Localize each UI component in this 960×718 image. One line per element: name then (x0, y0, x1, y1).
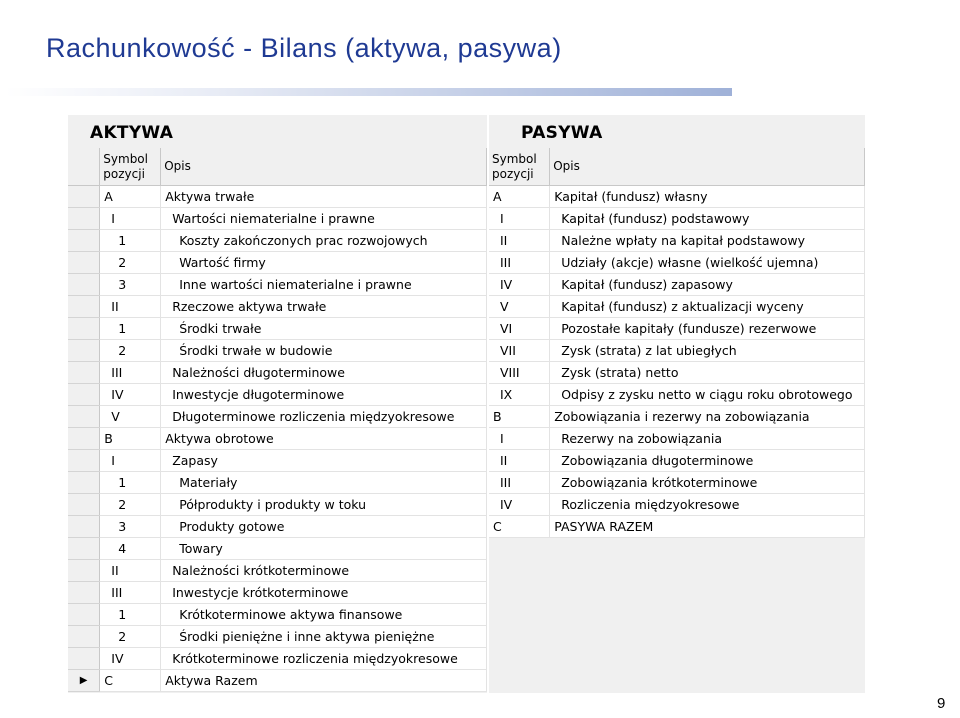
position-symbol[interactable]: III (489, 252, 550, 274)
aktywa-row[interactable] (68, 318, 487, 340)
position-symbol[interactable]: II (100, 296, 161, 318)
aktywa-row[interactable] (68, 626, 487, 648)
row-selector[interactable] (68, 516, 100, 538)
position-description[interactable]: Zysk (strata) z lat ubiegłych (550, 340, 865, 362)
position-symbol[interactable]: V (100, 406, 161, 428)
position-symbol[interactable]: VII (489, 340, 550, 362)
position-symbol[interactable]: IV (489, 494, 550, 516)
position-symbol[interactable]: IV (489, 274, 550, 296)
pasywa-row[interactable] (489, 186, 865, 208)
position-description[interactable]: Inwestycje długoterminowe (161, 384, 487, 406)
row-selector[interactable] (68, 560, 100, 582)
position-description[interactable]: Inwestycje krótkoterminowe (161, 582, 487, 604)
position-symbol[interactable]: A (100, 186, 161, 208)
aktywa-row[interactable] (68, 604, 487, 626)
position-description[interactable]: Kapitał (fundusz) zapasowy (550, 274, 865, 296)
balance-sheet-screenshot (68, 115, 865, 693)
pasywa-row[interactable] (489, 208, 865, 230)
position-symbol[interactable]: C (489, 516, 550, 538)
aktywa-row[interactable] (68, 450, 487, 472)
position-description[interactable]: Zobowiązania długoterminowe (550, 450, 865, 472)
position-description[interactable]: Krótkoterminowe aktywa finansowe (161, 604, 487, 626)
aktywa-row[interactable] (68, 582, 487, 604)
position-description[interactable]: Wartość firmy (161, 252, 487, 274)
position-symbol[interactable]: 2 (100, 340, 161, 362)
position-symbol[interactable]: III (100, 362, 161, 384)
position-description[interactable]: Środki trwałe w budowie (161, 340, 487, 362)
aktywa-row[interactable] (68, 516, 487, 538)
aktywa-row[interactable] (68, 428, 487, 450)
pasywa-symbol-header[interactable]: Symbol pozycji (489, 148, 550, 186)
row-selector[interactable] (68, 406, 100, 428)
position-symbol[interactable]: VI (489, 318, 550, 340)
pasywa-grid (489, 148, 865, 538)
pasywa-row[interactable] (489, 340, 865, 362)
slide-title: Rachunkowość - Bilans (aktywa, pasywa) (46, 33, 562, 63)
position-description[interactable]: Odpisy z zysku netto w ciągu roku obrotowego (550, 384, 865, 406)
aktywa-row[interactable] (68, 472, 487, 494)
position-symbol[interactable]: IV (100, 648, 161, 670)
position-symbol[interactable]: 1 (100, 318, 161, 340)
position-symbol[interactable]: II (100, 560, 161, 582)
row-selector[interactable] (68, 626, 100, 648)
aktywa-row[interactable] (68, 538, 487, 560)
position-description[interactable]: Materiały (161, 472, 487, 494)
position-description[interactable]: Rezerwy na zobowiązania (550, 428, 865, 450)
aktywa-row[interactable] (68, 274, 487, 296)
pasywa-row[interactable] (489, 494, 865, 516)
aktywa-title: AKTYWA (90, 123, 174, 143)
pasywa-row[interactable] (489, 318, 865, 340)
position-description[interactable]: Kapitał (fundusz) własny (550, 186, 865, 208)
position-symbol[interactable]: V (489, 296, 550, 318)
aktywa-row[interactable] (68, 648, 487, 670)
row-selector[interactable] (68, 494, 100, 516)
position-symbol[interactable]: 3 (100, 516, 161, 538)
aktywa-row[interactable] (68, 670, 487, 692)
row-selector[interactable] (68, 252, 100, 274)
row-selector[interactable] (68, 318, 100, 340)
row-selector[interactable] (68, 208, 100, 230)
position-symbol[interactable]: 2 (100, 494, 161, 516)
aktywa-row[interactable] (68, 186, 487, 208)
row-selector[interactable] (68, 384, 100, 406)
aktywa-row[interactable] (68, 362, 487, 384)
pasywa-header-row (489, 148, 865, 186)
aktywa-row[interactable] (68, 494, 487, 516)
pasywa-row[interactable] (489, 230, 865, 252)
row-selector[interactable] (68, 340, 100, 362)
position-description[interactable]: Koszty zakończonych prac rozwojowych (161, 230, 487, 252)
pasywa-row[interactable] (489, 450, 865, 472)
position-description[interactable]: Należności krótkoterminowe (161, 560, 487, 582)
position-symbol[interactable]: III (100, 582, 161, 604)
aktywa-row[interactable] (68, 230, 487, 252)
row-selector[interactable] (68, 604, 100, 626)
position-symbol[interactable]: I (489, 208, 550, 230)
position-description[interactable]: Aktywa Razem (161, 670, 487, 692)
row-selector[interactable] (68, 472, 100, 494)
aktywa-row[interactable] (68, 560, 487, 582)
aktywa-panel (68, 115, 487, 693)
position-description[interactable]: Towary (161, 538, 487, 560)
position-symbol[interactable]: I (100, 208, 161, 230)
position-description[interactable]: Aktywa obrotowe (161, 428, 487, 450)
position-symbol[interactable]: 1 (100, 230, 161, 252)
pasywa-row[interactable] (489, 362, 865, 384)
pasywa-row[interactable] (489, 384, 865, 406)
position-description[interactable]: Wartości niematerialne i prawne (161, 208, 487, 230)
aktywa-row-selector-header[interactable] (68, 148, 100, 186)
pasywa-row[interactable] (489, 516, 865, 538)
pasywa-row[interactable] (489, 428, 865, 450)
position-symbol[interactable]: 1 (100, 604, 161, 626)
row-selector[interactable] (68, 670, 100, 692)
pasywa-row[interactable] (489, 274, 865, 296)
position-description[interactable]: Udziały (akcje) własne (wielkość ujemna) (550, 252, 865, 274)
aktywa-row[interactable] (68, 208, 487, 230)
position-symbol[interactable]: VIII (489, 362, 550, 384)
position-description[interactable]: Inne wartości niematerialne i prawne (161, 274, 487, 296)
aktywa-row[interactable] (68, 252, 487, 274)
position-description[interactable]: Zysk (strata) netto (550, 362, 865, 384)
aktywa-row[interactable] (68, 296, 487, 318)
title-underline (5, 88, 732, 96)
position-symbol[interactable]: II (489, 230, 550, 252)
position-symbol[interactable]: B (489, 406, 550, 428)
position-symbol[interactable]: II (489, 450, 550, 472)
position-description[interactable]: Produkty gotowe (161, 516, 487, 538)
aktywa-row[interactable] (68, 340, 487, 362)
pasywa-opis-header[interactable]: Opis (550, 148, 865, 186)
position-symbol[interactable]: C (100, 670, 161, 692)
aktywa-opis-header[interactable]: Opis (161, 148, 487, 186)
position-symbol[interactable]: A (489, 186, 550, 208)
position-description[interactable]: Aktywa trwałe (161, 186, 487, 208)
position-symbol[interactable]: B (100, 428, 161, 450)
aktywa-symbol-header[interactable]: Symbol pozycji (100, 148, 161, 186)
row-selector[interactable] (68, 428, 100, 450)
pasywa-row[interactable] (489, 472, 865, 494)
position-symbol[interactable]: 2 (100, 252, 161, 274)
position-description[interactable]: Zapasy (161, 450, 487, 472)
aktywa-row[interactable] (68, 384, 487, 406)
position-symbol[interactable]: IV (100, 384, 161, 406)
position-symbol[interactable]: 4 (100, 538, 161, 560)
position-symbol[interactable]: IX (489, 384, 550, 406)
position-description[interactable]: Należne wpłaty na kapitał podstawowy (550, 230, 865, 252)
position-description[interactable]: Krótkoterminowe rozliczenia międzyokresowe (161, 648, 487, 670)
row-selector[interactable] (68, 274, 100, 296)
position-description[interactable]: Półprodukty i produkty w toku (161, 494, 487, 516)
aktywa-row[interactable] (68, 406, 487, 428)
row-selector[interactable] (68, 538, 100, 560)
row-selector[interactable] (68, 186, 100, 208)
position-description[interactable]: Należności długoterminowe (161, 362, 487, 384)
slide-number: 9 (937, 695, 946, 712)
aktywa-grid (68, 148, 487, 692)
pasywa-title: PASYWA (521, 123, 603, 143)
position-description[interactable]: Pozostałe kapitały (fundusze) rezerwowe (550, 318, 865, 340)
position-description[interactable]: Środki trwałe (161, 318, 487, 340)
position-description[interactable]: Kapitał (fundusz) z aktualizacji wyceny (550, 296, 865, 318)
position-symbol[interactable]: 3 (100, 274, 161, 296)
aktywa-header-row (68, 148, 487, 186)
current-row-arrow-icon: ▶ (79, 675, 88, 686)
position-symbol[interactable]: III (489, 472, 550, 494)
position-description[interactable]: Rzeczowe aktywa trwałe (161, 296, 487, 318)
position-description[interactable]: Zobowiązania i rezerwy na zobowiązania (550, 406, 865, 428)
row-selector[interactable] (68, 230, 100, 252)
pasywa-row[interactable] (489, 296, 865, 318)
pasywa-row[interactable] (489, 252, 865, 274)
position-symbol[interactable]: I (100, 450, 161, 472)
position-symbol[interactable]: 1 (100, 472, 161, 494)
position-description[interactable]: Rozliczenia międzyokresowe (550, 494, 865, 516)
row-selector[interactable] (68, 296, 100, 318)
position-description[interactable]: Środki pieniężne i inne aktywa pieniężne (161, 626, 487, 648)
row-selector[interactable] (68, 362, 100, 384)
position-description[interactable]: Zobowiązania krótkoterminowe (550, 472, 865, 494)
position-symbol[interactable]: I (489, 428, 550, 450)
position-description[interactable]: Długoterminowe rozliczenia międzyokresowe (161, 406, 487, 428)
row-selector[interactable] (68, 648, 100, 670)
position-description[interactable]: PASYWA RAZEM (550, 516, 865, 538)
row-selector[interactable] (68, 450, 100, 472)
pasywa-panel (489, 115, 865, 693)
position-symbol[interactable]: 2 (100, 626, 161, 648)
position-description[interactable]: Kapitał (fundusz) podstawowy (550, 208, 865, 230)
pasywa-row[interactable] (489, 406, 865, 428)
row-selector[interactable] (68, 582, 100, 604)
